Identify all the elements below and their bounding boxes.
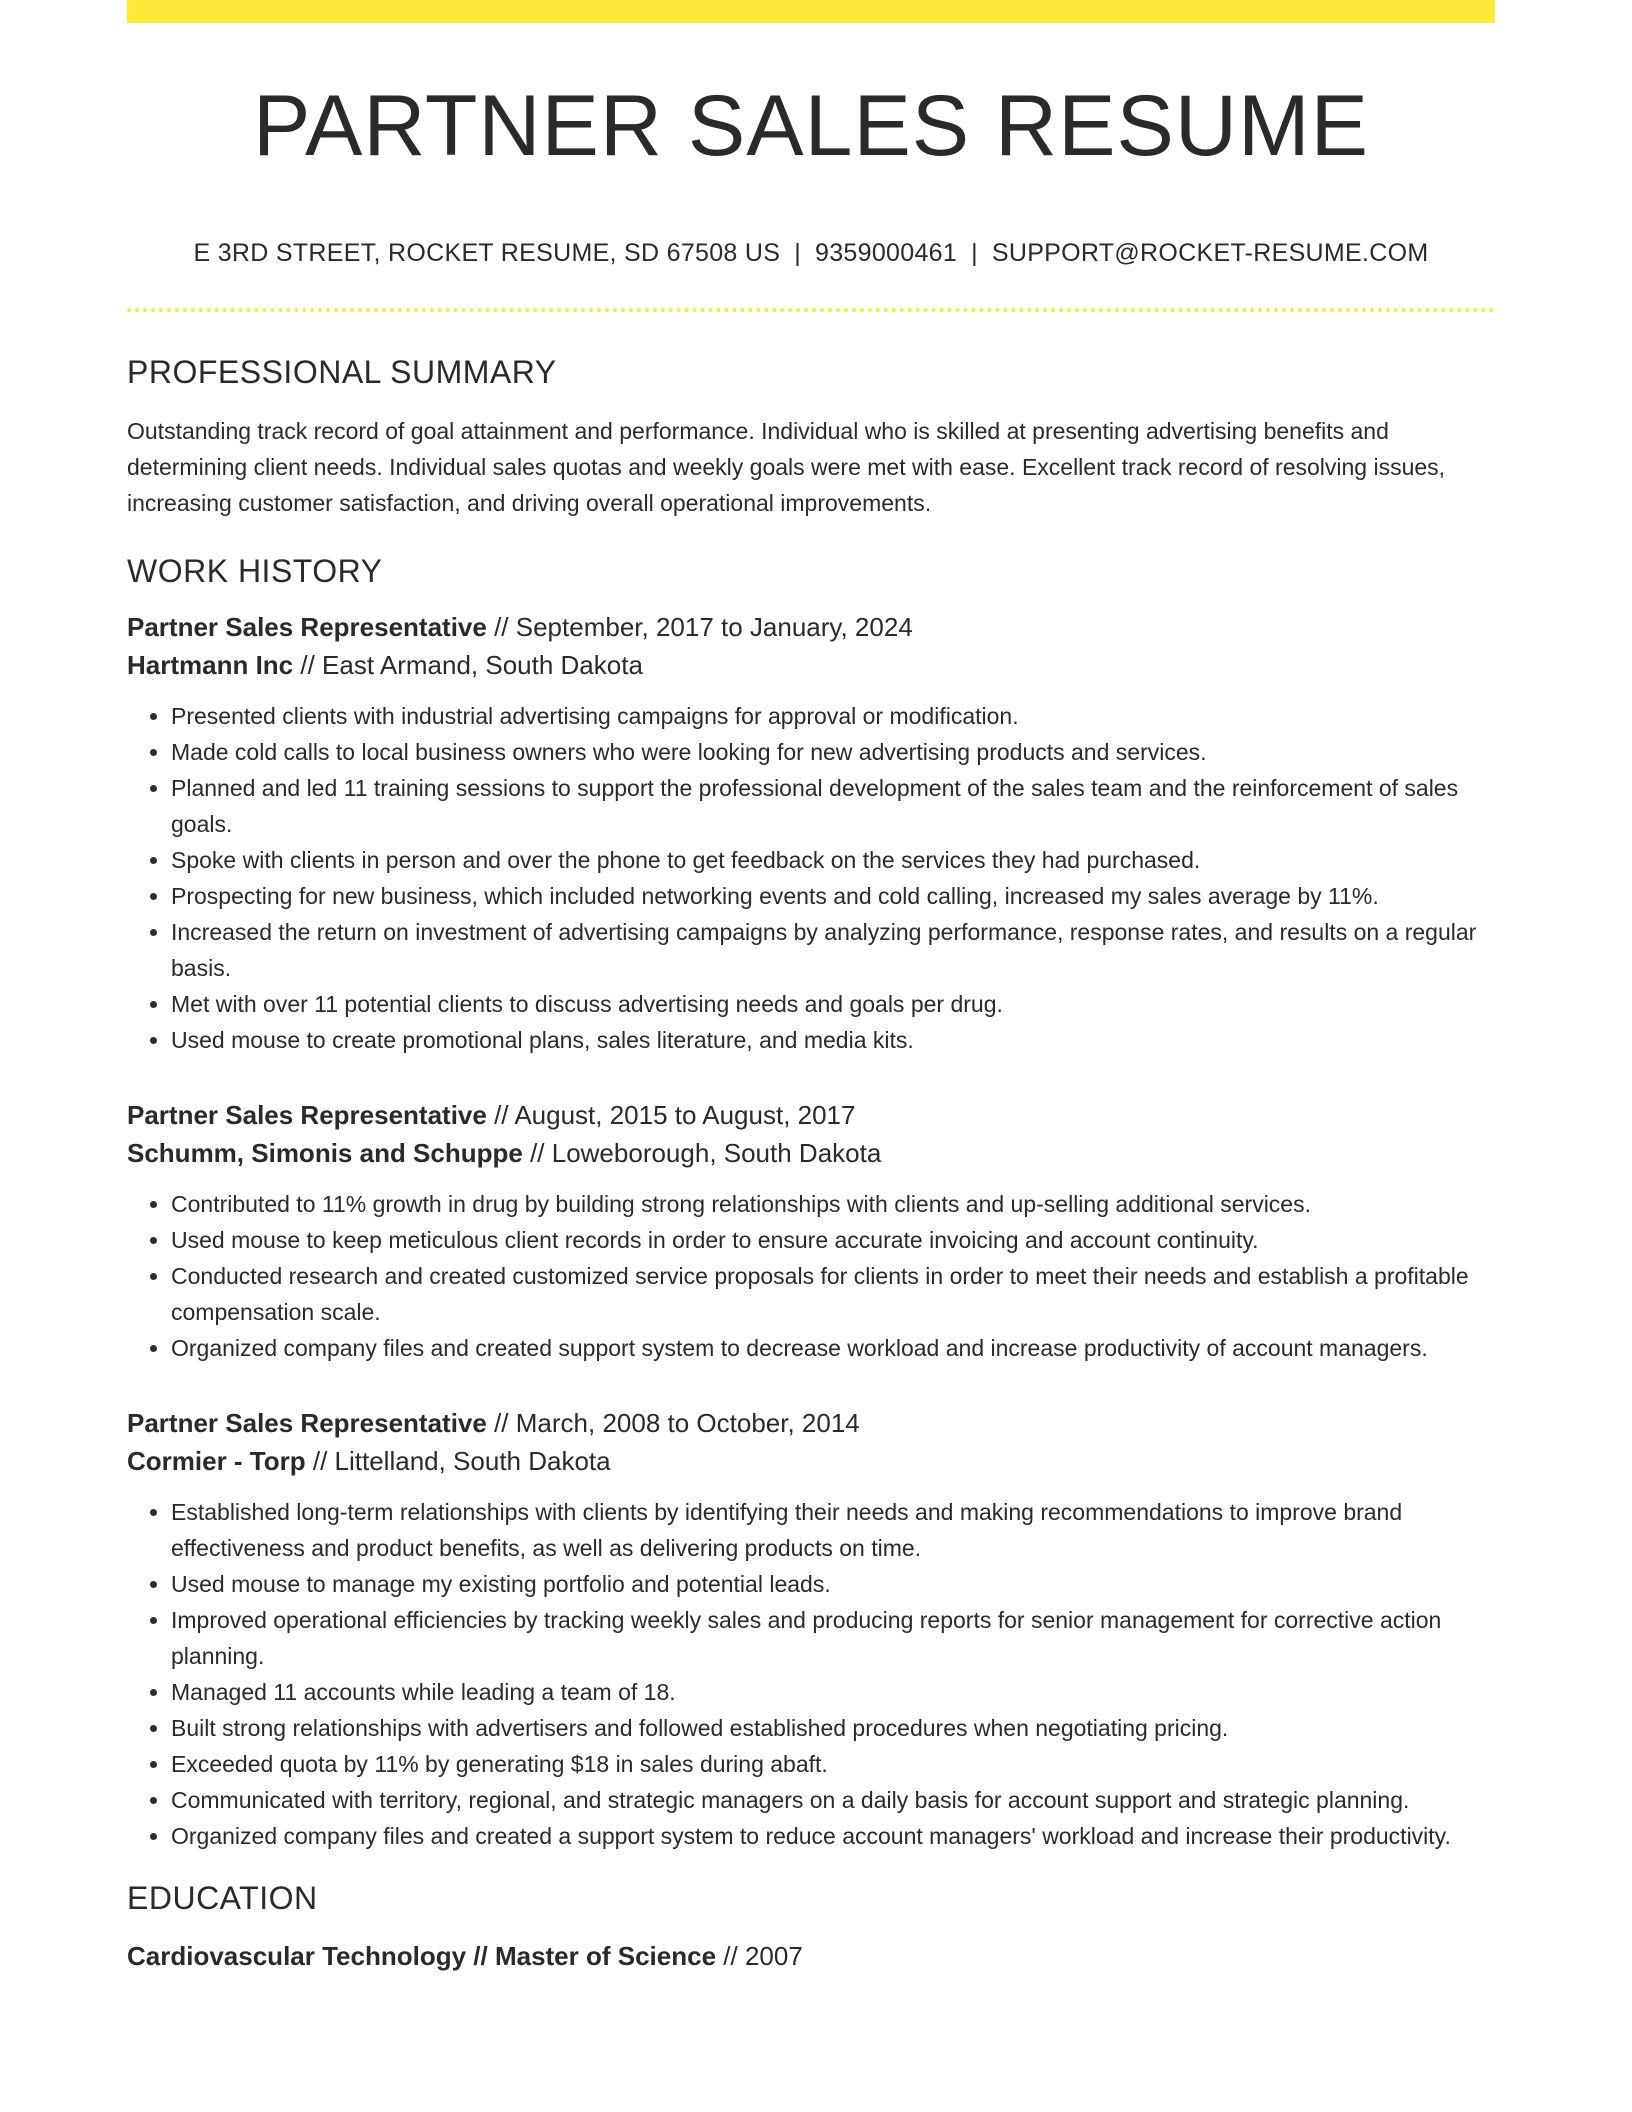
bullet-item: • Planned and led 11 training sessions to support the professional development of the sales team and the reinforcement of sales goals.: [171, 770, 1495, 842]
separator: |: [971, 239, 978, 267]
bullet-item: • Spoke with clients in person and over the phone to get feedback on the services they had purchased.: [171, 842, 1495, 878]
bullet-item: • Established long-term relationships with clients by identifying their needs and making recommendations to improve brand effectiveness and product benefits, as well as delivering products on time.: [171, 1494, 1495, 1566]
job-bullets: [127, 1494, 1495, 1854]
bullet-item: • Improved operational efficiencies by tracking weekly sales and producing reports for senior management for corrective action planning.: [171, 1602, 1495, 1674]
bullet-item: • Presented clients with industrial advertising campaigns for approval or modification.: [171, 698, 1495, 734]
job-entry: [127, 1404, 1495, 1854]
education-entry: [127, 1937, 1495, 1975]
job-entry: [127, 608, 1495, 1058]
bullet-item: • Met with over 11 potential clients to discuss advertising needs and goals per drug.: [171, 986, 1495, 1022]
job-location: // Loweborough, South Dakota: [522, 1138, 882, 1168]
job-bullets: [127, 698, 1495, 1058]
job-entry: [127, 1096, 1495, 1366]
job-title-line: [127, 1404, 1495, 1442]
job-role: Partner Sales Representative: [127, 612, 487, 642]
job-title-line: [127, 1096, 1495, 1134]
job-title-line: [127, 608, 1495, 646]
job-role: Partner Sales Representative: [127, 1100, 487, 1130]
summary-text: Outstanding track record of goal attainment and performance. Individual who is skilled at presenting advertising benefits and determining client needs. Individual sales quotas and weekly goals were met with ease. Excellent track record of resolving issues, increasing customer satisfaction, and driving overall operational improvements.: [127, 418, 1446, 516]
summary-heading: PROFESSIONAL SUMMARY: [127, 354, 557, 390]
bullet-item: • Exceeded quota by 11% by generating $18 in sales during abaft.: [171, 1746, 1495, 1782]
resume-title: PARTNER SALES RESUME: [253, 78, 1369, 174]
job-company-line: [127, 1134, 1495, 1172]
phone: 9359000461: [815, 239, 958, 267]
address: E 3RD STREET, ROCKET RESUME, SD 67508 US: [193, 239, 781, 267]
bullet-item: • Organized company files and created support system to decrease workload and increase productivity of account managers.: [171, 1330, 1495, 1366]
degree: Cardiovascular Technology // Master of Science: [127, 1941, 717, 1971]
work-history-heading: WORK HISTORY: [127, 553, 383, 589]
education-heading: EDUCATION: [127, 1880, 318, 1916]
bullet-item: • Built strong relationships with advertisers and followed established procedures when negotiating pricing.: [171, 1710, 1495, 1746]
bullet-item: • Made cold calls to local business owners who were looking for new advertising products and services.: [171, 734, 1495, 770]
job-company: Cormier - Torp: [127, 1446, 306, 1476]
separator: |: [794, 239, 802, 267]
bullet-item: • Used mouse to manage my existing portfolio and potential leads.: [171, 1566, 1495, 1602]
top-accent-bar: [127, 0, 1495, 23]
dotted-divider: [127, 308, 1495, 312]
job-company-line: [127, 1442, 1495, 1480]
job-company-line: [127, 646, 1495, 684]
job-location: // Littelland, South Dakota: [305, 1446, 611, 1476]
resume-page: [127, 0, 1495, 1975]
work-history-list: [127, 608, 1495, 1854]
email: SUPPORT@ROCKET-RESUME.COM: [991, 239, 1429, 267]
job-bullets: [127, 1186, 1495, 1366]
bullet-item: • Increased the return on investment of advertising campaigns by analyzing performance, response rates, and results on a regular basis.: [171, 914, 1495, 986]
bullet-item: • Contributed to 11% growth in drug by building strong relationships with clients and up-selling additional services.: [171, 1186, 1495, 1222]
bullet-item: • Communicated with territory, regional, and strategic managers on a daily basis for account support and strategic planning.: [171, 1782, 1495, 1818]
job-dates: // August, 2015 to August, 2017: [486, 1100, 856, 1130]
job-dates: // March, 2008 to October, 2014: [486, 1408, 860, 1438]
contact-line: [127, 239, 1495, 268]
bullet-item: • Prospecting for new business, which included networking events and cold calling, increased my sales average by 11%.: [171, 878, 1495, 914]
education-year: // 2007: [716, 1941, 803, 1971]
bullet-item: • Used mouse to keep meticulous client records in order to ensure accurate invoicing and account continuity.: [171, 1222, 1495, 1258]
job-location: // East Armand, South Dakota: [293, 650, 643, 680]
job-company: Schumm, Simonis and Schuppe: [127, 1138, 523, 1168]
bullet-item: • Organized company files and created a support system to reduce account managers' workload and increase their productivity.: [171, 1818, 1495, 1854]
job-company: Hartmann Inc: [127, 650, 294, 680]
job-role: Partner Sales Representative: [127, 1408, 487, 1438]
job-dates: // September, 2017 to January, 2024: [486, 612, 913, 642]
bullet-item: • Used mouse to create promotional plans, sales literature, and media kits.: [171, 1022, 1495, 1058]
bullet-item: • Managed 11 accounts while leading a team of 18.: [171, 1674, 1495, 1710]
bullet-item: • Conducted research and created customized service proposals for clients in order to meet their needs and establish a profitable compensation scale.: [171, 1258, 1495, 1330]
